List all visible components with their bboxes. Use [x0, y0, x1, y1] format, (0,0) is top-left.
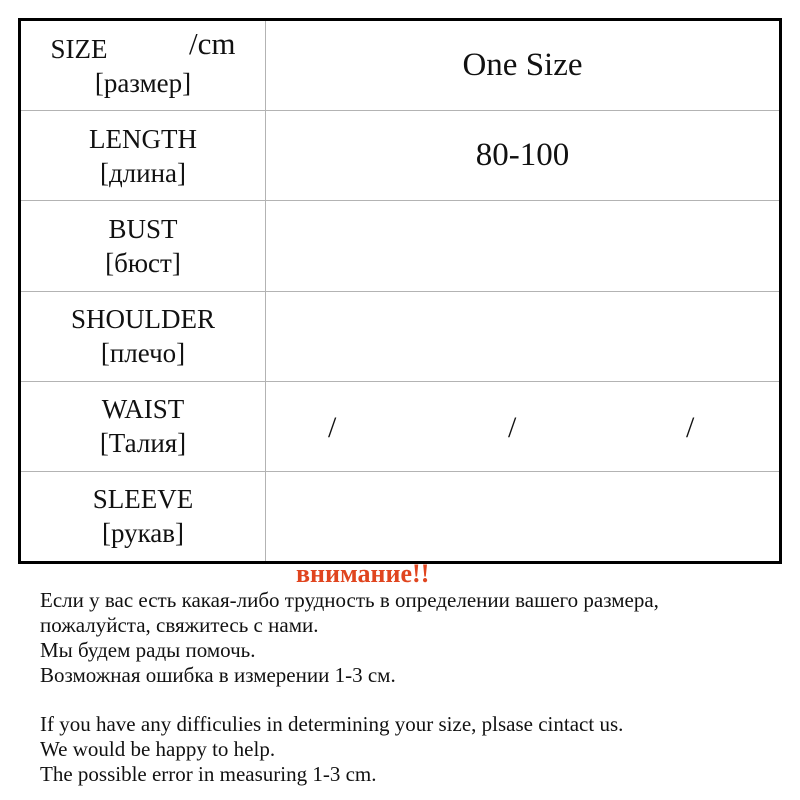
size-label: SIZE — [50, 33, 108, 64]
length-value: 80-100 — [475, 137, 570, 174]
size-label-ru: [размер] — [94, 67, 192, 98]
notice-en-line: We would be happy to help. — [40, 737, 276, 761]
row-label-en: WAIST — [101, 394, 185, 425]
row-label-en: SLEEVE — [92, 484, 194, 515]
table-row-waist — [21, 382, 779, 472]
size-value-cell — [266, 21, 779, 110]
waist-slash-3: / — [686, 410, 695, 444]
notice-en-line: If you have any difficulies in determining your size, plsase cintact us. — [40, 712, 624, 736]
row-value-cell — [266, 201, 779, 290]
row-value-cell — [266, 472, 779, 561]
notice-ru-text — [40, 588, 659, 688]
notice-ru-line: Мы будем рады помочь. — [40, 638, 256, 662]
notice-en-line: The possible error in measuring 1-3 cm. — [40, 762, 377, 786]
size-value: One Size — [462, 47, 583, 84]
row-label-cell — [21, 472, 266, 561]
warning-title: внимание!! — [296, 559, 430, 588]
row-label-ru: [рукав] — [101, 518, 185, 549]
row-label-cell — [21, 292, 266, 381]
waist-slash-1: / — [328, 410, 337, 444]
row-label-cell — [21, 382, 266, 471]
row-label-en: SHOULDER — [70, 304, 215, 335]
row-label-ru: [бюст] — [105, 247, 181, 278]
row-label-ru: [плечо] — [100, 338, 186, 369]
table-row-size — [21, 21, 779, 111]
row-value-cell — [266, 111, 779, 200]
row-label-ru: [длина] — [99, 157, 187, 188]
table-row-length — [21, 111, 779, 201]
row-label-en: BUST — [108, 213, 178, 244]
size-label-cell — [21, 21, 266, 110]
notice-ru-line: Если у вас есть какая-либо трудность в определении вашего размера, — [40, 588, 659, 612]
size-header — [50, 25, 236, 66]
row-label-ru: [Талия] — [99, 428, 187, 459]
table-row-bust — [21, 201, 779, 291]
row-label-cell — [21, 111, 266, 200]
row-label-cell — [21, 201, 266, 290]
row-value-cell — [266, 382, 779, 471]
waist-slash-2: / — [508, 410, 517, 444]
size-chart-table — [18, 18, 782, 564]
notice-en-text — [40, 712, 623, 787]
notice-ru-line: пожалуйста, свяжитесь с нами. — [40, 613, 319, 637]
table-row-sleeve — [21, 472, 779, 561]
row-value-cell — [266, 292, 779, 381]
unit-label: /cm — [189, 25, 236, 61]
row-label-en: LENGTH — [89, 123, 197, 154]
notice-ru-line: Возможная ошибка в измерении 1-3 см. — [40, 663, 396, 687]
table-row-shoulder — [21, 292, 779, 382]
